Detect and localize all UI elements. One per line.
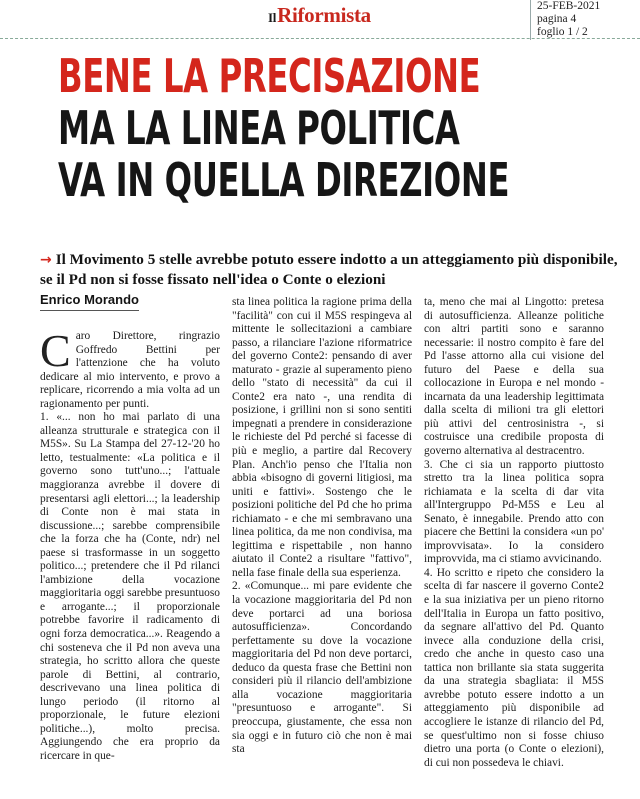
headline: [58, 50, 509, 206]
headline-line-1: BENE LA PRECISAZIONE: [58, 49, 481, 103]
stamp-date: 25-FEB-2021: [537, 0, 601, 12]
article-column-1: [40, 325, 220, 764]
arrow-right-icon: →: [40, 252, 52, 268]
drop-cap: C: [40, 325, 71, 376]
article-point-4: 4. Ho scritto e ripeto che considero la scelta di far nascere il governo Conte2 e la sua iniziativa per un pieno ritorno dell'Italia in Europa un fatto positivo, da segnare all'attivo del Pd. Quanto invece alla conduzione della crisi, credo che anche in questo caso una tattica non brillante sia stata suggerita da una strategia sbagliata: il M5S avrebbe potuto essere indotto a un atteggiamento più disponibile ad accogliere le istanze di rilancio del Pd, se quest'ultimo non si fosse chiuso dietro una porta (o Conte o elezioni), di cui non possedeva le chiavi.: [424, 566, 604, 769]
logo-prefix: Il: [268, 10, 277, 25]
headline-line-2: MA LA LINEA POLITICA: [58, 101, 460, 155]
masthead-divider: [0, 38, 640, 39]
intro-text: aro Direttore, ringrazio Goffredo Bettini per l'attenzione che ha voluto dedicare al mio intervento, e provo a replicare, ricorrendo a mia volta ad un ragionamento per punti.: [40, 330, 220, 410]
article-intro: [40, 325, 220, 411]
subheadline-text: Il Movimento 5 stelle avrebbe potuto essere indotto a un atteggiamento più disponibile, se il Pd non si fosse fissato nell'idea o Conte o elezioni: [40, 251, 618, 288]
author-byline: Enrico Morando: [40, 292, 139, 311]
subheadline: [40, 250, 620, 289]
logo-name: Riformista: [277, 3, 371, 27]
article-point-2-cont: ta, meno che mai al Lingotto: pretesa di autosufficienza. Alleanze politiche con altri partiti sono e saranno necessarie: il nostro compito è fare del Pd l'asse attorno alla cui visione del futuro del Paese e della sua collocazione in Europa e nel mondo - incarnata da una leadership legittimata dalla scelta di milioni tra gli elettori più attivi del centrosinistra -, si costruisce una credibile proposta di governo alternativa al destracentro.: [424, 296, 604, 458]
masthead: [0, 0, 640, 40]
headline-line-3: VA IN QUELLA DIREZIONE: [58, 153, 510, 207]
press-clipping-stamp: [530, 0, 640, 40]
article-point-1-cont: sta linea politica la ragione prima della "facilità" con cui il M5S respingeva al mittente le sollecitazioni a cambiare passo, a rilanciare l'azione riformatrice del governo Conte2: pensando di aver maturato - grazie al superamento pieno dello "stato di necessità" da cui il Conte2 era nato -, una rendita di posizione, i grillini non si sono sentiti impegnati a prendere in considerazione le richieste del Pd perché si facesse di più e meglio, a partire dal Recovery Plan. Anch'io penso che l'Italia non abbia «bisogno di governi litigiosi, ma uniti e fattivi». Sostengo che le posizioni politiche del Pd che ho prima richiamato - e che mi sembravano una linea politica, da me non condivisa, ma legittima e rispettabile , non hanno aiutato il Conte2 a risultare "fattivo", nella fase finale della sua esperienza.: [232, 296, 412, 579]
article-column-2: [232, 296, 412, 757]
stamp-sheet: foglio 1 / 2: [537, 26, 588, 38]
article-point-3: 3. Che ci sia un rapporto piuttosto stretto tra la linea politica sopra richiamata e la scelta di dar vita all'Intergruppo Pd-M5S e Leu al Senato, è innegabile. Prendo atto con piacere che Bettini la considera «un po' improvvisata». Io la considero improvvida, ma ci stiamo avvicinando.: [424, 458, 604, 566]
article-column-3: [424, 296, 604, 770]
article-point-1: 1. «... non ho mai parlato di una alleanza strutturale e strategica con il M5S». Su La Stampa del 27-12-'20 ho letto, testualmente: «La politica e il governo sono tutt'uno...; l'attuale maggioranza avrebbe il dovere di presentarsi agli elettori...; la leadership di Conte non è mai stata in discussione...; sarebbe comprensibile che la forza che ha (Conte, ndr) nel paese si trasformasse in un soggetto politico...; pretendere che il Pd rilanci l'ambizione della vocazione maggioritaria oggi sarebbe presuntuoso e arrogante...; il proporzionale potrebbe favorire il radicamento di ogni forza democratica...». Reagendo a chi sosteneva che il Pd non aveva una strategia, ho scritto allora che queste parole di Bettini, al contrario, descrivevano una linea politica di lungo periodo (il ritorno al proporzionale, le future elezioni politiche...), molto precisa. Aggiungendo che era proprio da ricercare in que-: [40, 411, 220, 762]
article-point-2: 2. «Comunque... mi pare evidente che la vocazione maggioritaria del Pd non deve portarci ad una boriosa autosufficienza». Concordando perfettamente su dove la vocazione maggioritaria del Pd non deve portarci, deduco da questa frase che Bettini non consideri più il rilancio dell'ambizione alla vocazione maggioritaria "presuntuoso e arrogante". Si preoccupa, giustamente, che essa non sia oggi e in futuro ciò che non è mai sta: [232, 580, 412, 756]
stamp-page: pagina 4: [537, 13, 577, 25]
newspaper-logo: [268, 3, 371, 28]
